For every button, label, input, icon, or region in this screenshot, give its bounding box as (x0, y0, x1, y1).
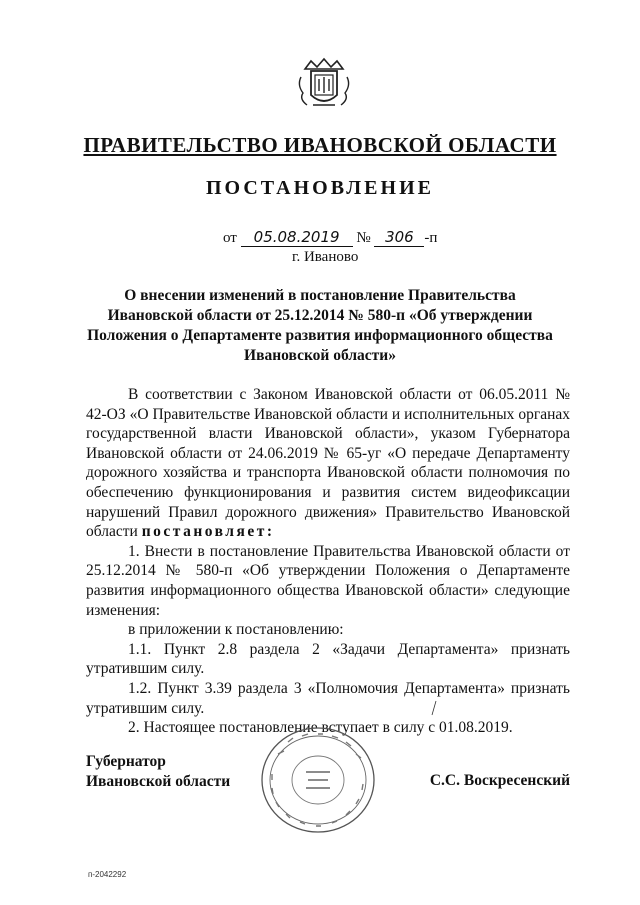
preamble-text: В соответствии с Законом Ивановской области от 06.05.2011 № 42-ОЗ «О Правительстве Ивановской области и исполнительных органах государственной власти Ивановской области», указом Губернатора Ивановской области от 24.06.2019 № 65-уг «О передаче Департаменту дорожного хозяйства и транспорта Ивановской области полномочия по обеспечению функционирования и развития систем видеофиксации нарушений Правил дорожного движения» Правительство Ивановской области (86, 386, 570, 541)
preamble-paragraph (86, 385, 570, 542)
document-subject: О внесении изменений в постановление Правительства Ивановской области от 25.12.2014 № 580-п «Об утверждении Положения о Департаменте развития информационного общества Ивановской области» (87, 287, 553, 364)
number-suffix: -п (424, 230, 438, 246)
item-1: 1. Внести в постановление Правительства Ивановской области от 25.12.2014 № 580-п «Об утверждении Положения о Департаменте развития информационного общества Ивановской области» следующие изменения: (86, 542, 570, 619)
item-1-1: 1.1. Пункт 2.8 раздела 2 «Задачи Департамента» признать утратившим силу. (86, 640, 570, 678)
signer-title-line-1: Губернатор (86, 753, 166, 770)
city: г. Иваново (292, 249, 359, 265)
coat-of-arms-icon (295, 55, 353, 113)
authority-title: ПРАВИТЕЛЬСТВО ИВАНОВСКОЙ ОБЛАСТИ (83, 133, 557, 157)
document-body (86, 385, 570, 738)
pen-mark-icon (430, 700, 438, 716)
signer-title-line-2: Ивановской области (86, 773, 231, 790)
official-seal-icon (258, 724, 378, 836)
resolves-word: постановляет: (141, 523, 275, 541)
signer-title (86, 752, 230, 792)
number-prefix: № (356, 230, 371, 246)
item-1-2: 1.2. Пункт 3.39 раздела 3 «Полномочия Департамента» признать утратившим силу. (86, 679, 570, 717)
item-1-intro: в приложении к постановлению: (128, 621, 344, 639)
date-prefix: от (223, 230, 237, 246)
signer-name: С.С. Воскресенский (429, 772, 570, 789)
footer-code: п-2042292 (88, 870, 127, 879)
document-number: 306 (374, 228, 424, 247)
date-number-line (223, 228, 437, 247)
document-date: 05.08.2019 (241, 228, 353, 247)
item-2: 2. Настоящее постановление вступает в силу с 01.08.2019. (128, 719, 513, 737)
document-type: ПОСТАНОВЛЕНИЕ (206, 177, 434, 199)
